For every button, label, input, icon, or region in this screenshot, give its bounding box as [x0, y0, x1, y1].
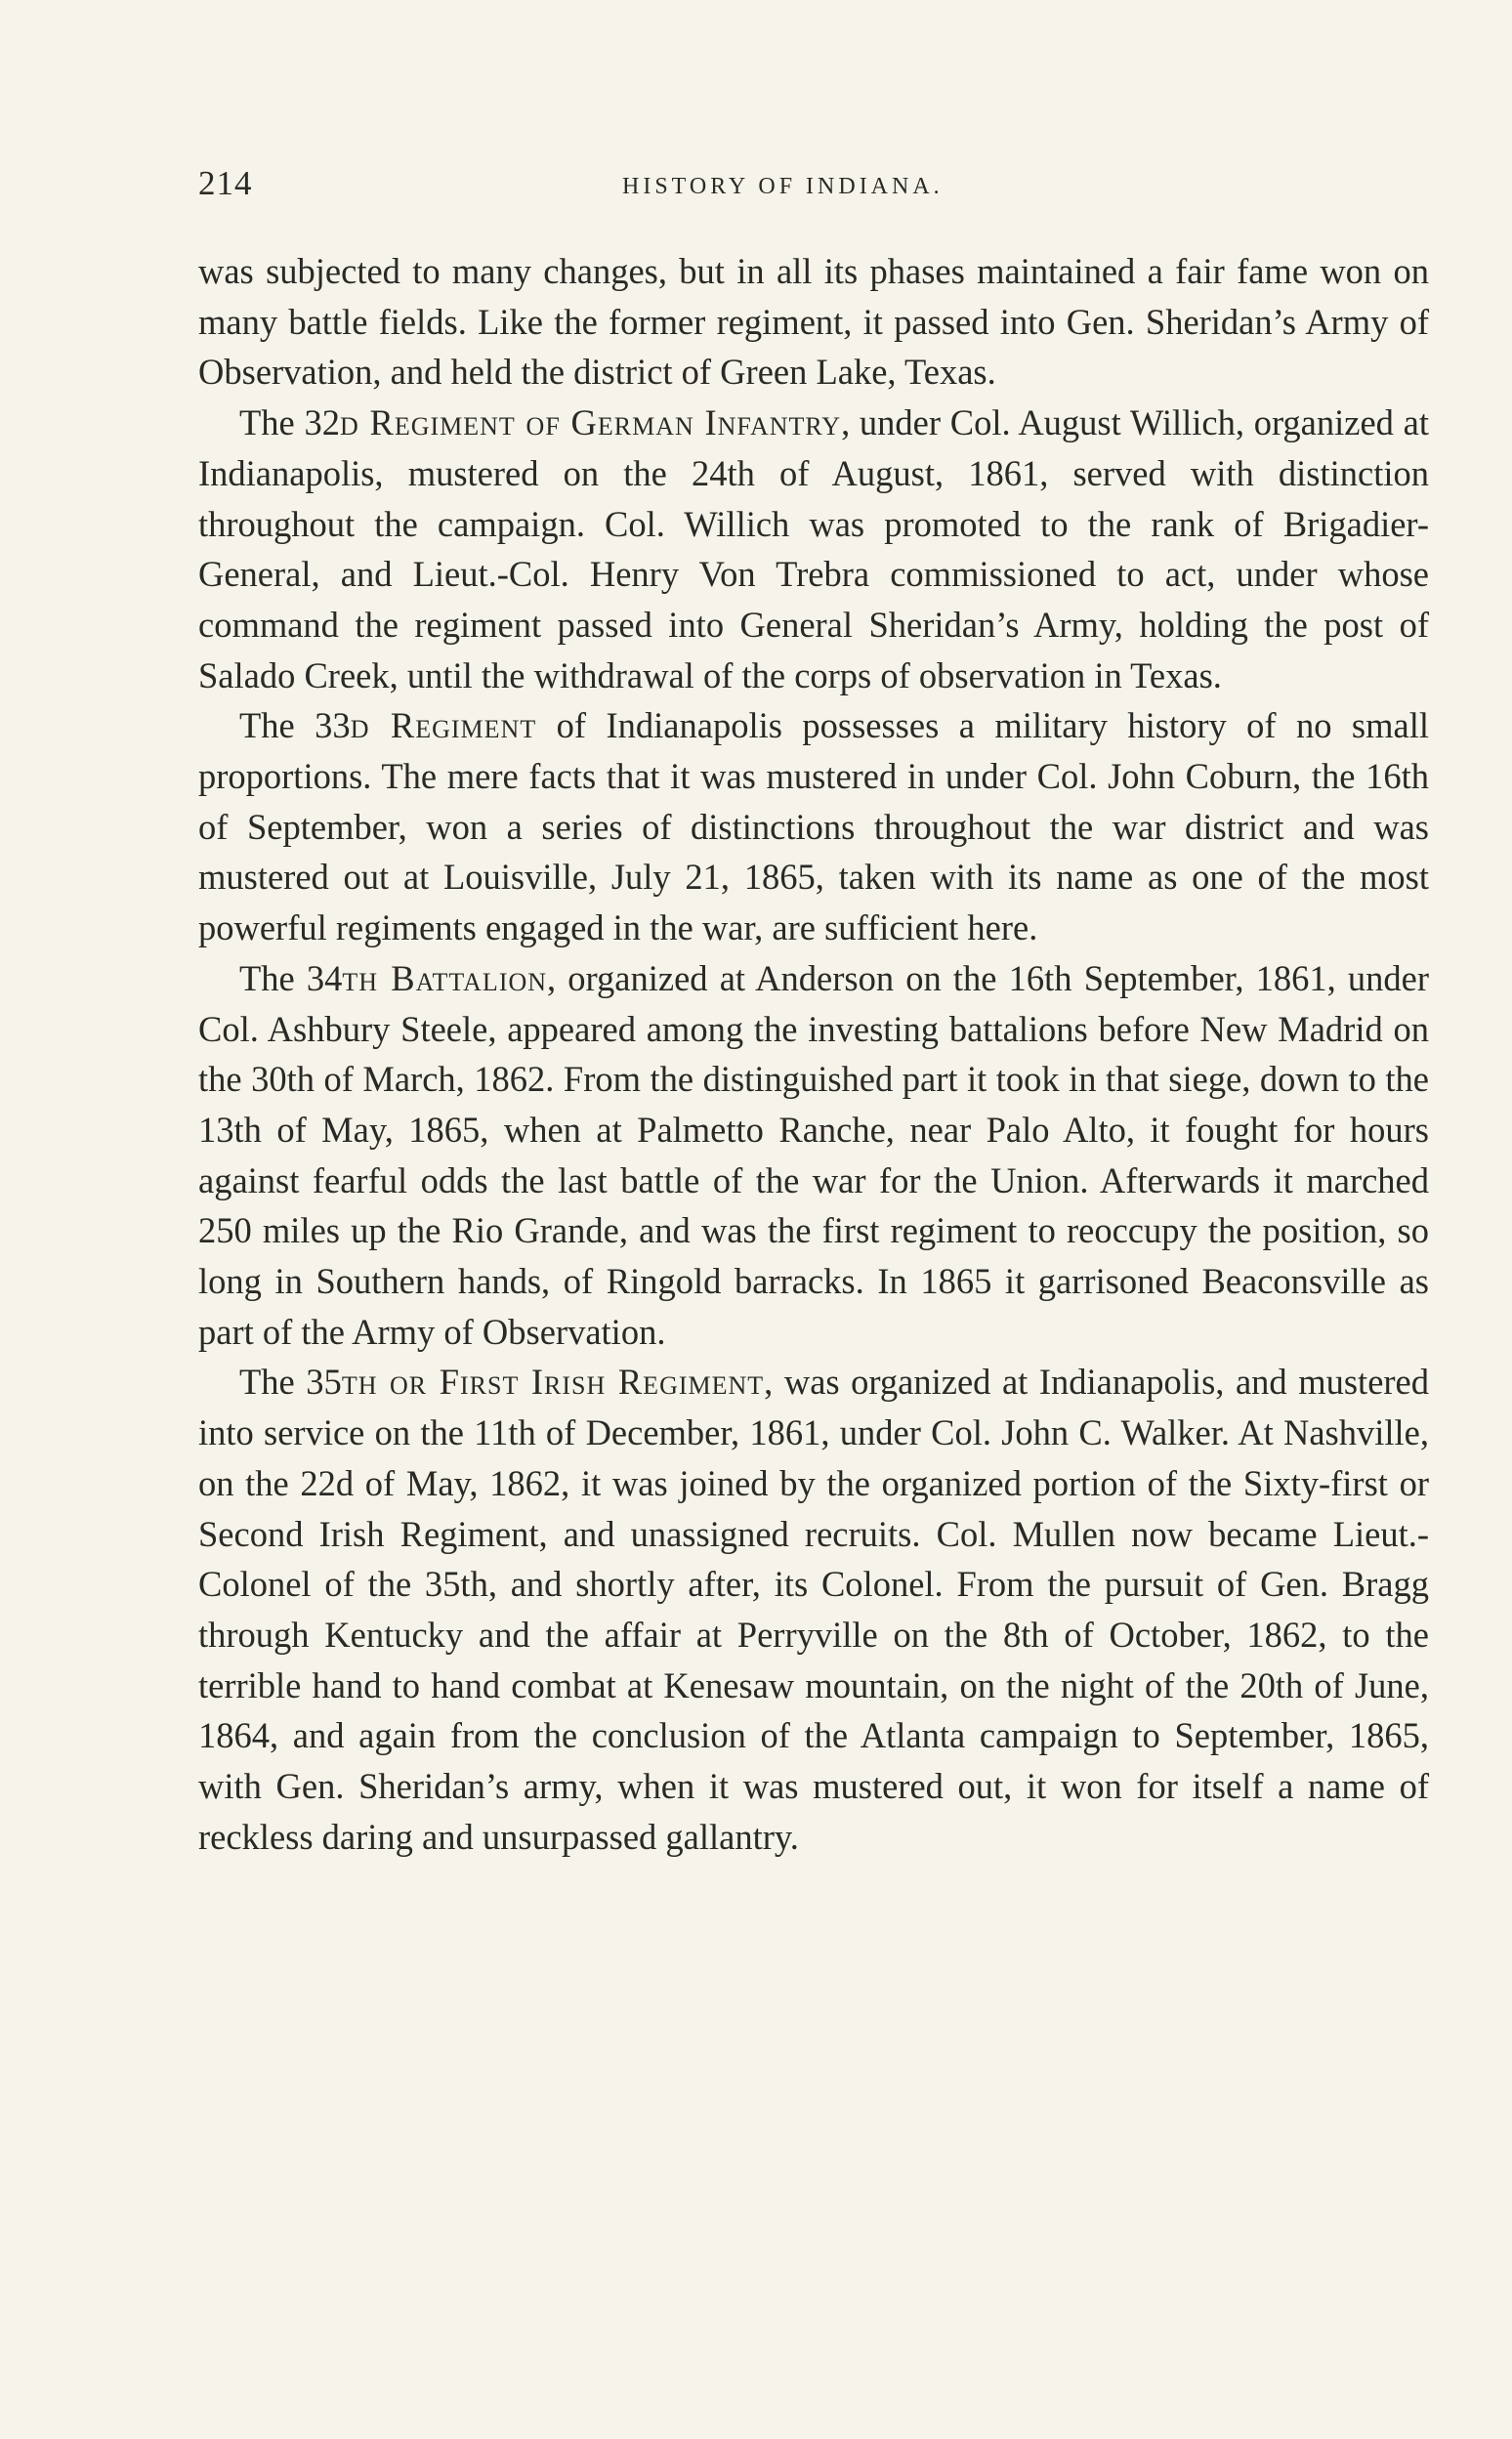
page-header	[198, 164, 1429, 213]
paragraph-continuation	[198, 246, 1429, 398]
ordinal-suffix: d	[339, 402, 359, 443]
paragraph-text: , under Col. August Willich, organized at Indianapolis, mustered on the 24th of August, 1861, served with distinction throughout the campaign. Col. Willich was promoted to the rank of Brigadier-General, and Lieut.-Col. Henry Von Trebra commissioned to act, under whose command the regiment passed into General Sheridan’s Army, holding the post of Salado Creek, until the withdrawal of the corps of observation in Texas.	[198, 402, 1429, 695]
paragraph-lead: The 34	[239, 957, 343, 998]
regiment-heading: Regiment	[369, 705, 537, 746]
paragraph-text: , organized at Anderson on the 16th September, 1861, under Col. Ashbury Steele, appeared among the investing battalions before New Madrid on the 30th of March, 1862. From the distinguished part it took in that siege, down to the 13th of May, 1865, when at Palmetto Ranche, near Palo Alto, it fought for hours against fearful odds the last battle of the war for the Union. Afterwards it marched 250 miles up the Rio Grande, and was the first regiment to reoccupy the position, so long in Southern hands, of Ringold barracks. In 1865 it garrisoned Beaconsville as part of the Army of Observation.	[198, 957, 1429, 1352]
paragraph-32d-regiment	[198, 398, 1429, 700]
ordinal-suffix: th	[342, 957, 379, 998]
paragraph-text: was subjected to many changes, but in all its phases maintained a fair fame won on many battle fields. Like the former regiment, it passed into Gen. Sheridan’s Army of Observation, and held the district of Green Lake, Texas.	[198, 251, 1429, 393]
regiment-heading: Regiment of German Infantry	[358, 402, 842, 443]
ordinal-suffix: d	[350, 705, 370, 746]
paragraph-lead: The 32	[239, 402, 340, 443]
paragraph-text: of Indianapolis possesses a military history of no small proportions. The mere facts that it was mustered in under Col. John Coburn, the 16th of September, won a series of distinctions throughout the war district and was mustered out at Louisville, July 21, 1865, taken with its name as one of the most powerful regiments engaged in the war, are sufficient here.	[198, 705, 1430, 948]
paragraph-lead: The 33	[239, 705, 351, 746]
paragraph-35th-irish-regiment	[198, 1357, 1429, 1862]
page-number: 214	[198, 164, 253, 202]
paragraph-33d-regiment	[198, 700, 1429, 953]
running-title: HISTORY OF INDIANA.	[622, 174, 944, 199]
body-text	[198, 246, 1429, 1863]
ordinal-suffix: th	[341, 1362, 378, 1403]
regiment-heading: or First Irish Regiment	[377, 1362, 765, 1403]
paragraph-lead: The 35	[239, 1362, 342, 1403]
paragraph-34th-battalion	[198, 953, 1429, 1358]
regiment-heading: Battalion	[378, 957, 548, 998]
paragraph-text: , was organized at Indianapolis, and mustered into service on the 11th of December, 1861, under Col. John C. Walker. At Nashville, on the 22d of May, 1862, it was joined by the organized portion of the Sixty-first or Second Irish Regiment, and unassigned recruits. Col. Mullen now became Lieut.-Colonel of the 35th, and shortly after, its Colonel. From the pursuit of Gen. Bragg through Kentucky and the affair at Perryville on the 8th of October, 1862, to the terrible hand to hand combat at Kenesaw mountain, on the night of the 20th of June, 1864, and again from the conclusion of the Atlanta campaign to September, 1865, with Gen. Sheridan’s army, when it was mustered out, it won for itself a name of reckless daring and unsurpassed gallantry.	[198, 1362, 1429, 1857]
